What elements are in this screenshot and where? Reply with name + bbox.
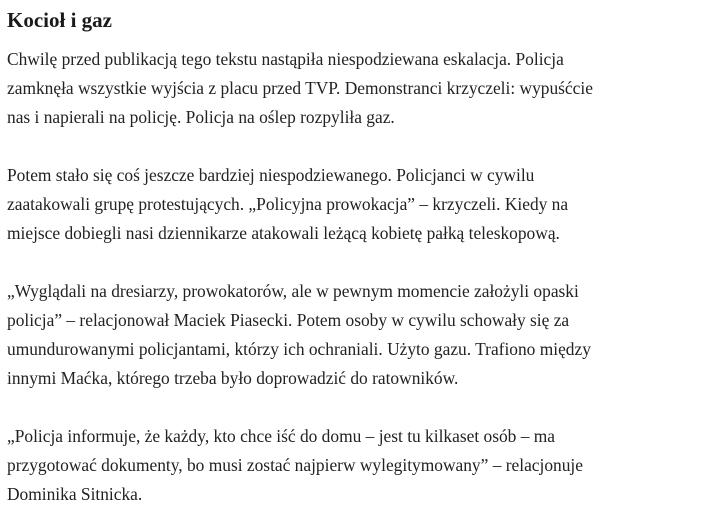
paragraph-line: innymi Maćka, którego trzeba było doprowadzić do ratowników. [7, 368, 459, 388]
paragraph-escalation [7, 45, 707, 132]
paragraph-line: przygotować dokumenty, bo musi zostać najpierw wylegitymowany” – relacjonuje [7, 455, 583, 475]
paragraph-line: zaatakowali grupę protestujących. „Policyjna prowokacja” – krzyczeli. Kiedy na [7, 194, 569, 214]
paragraph-line: Chwilę przed publikacją tego tekstu nastąpiła niespodziewana eskalacja. Policja [7, 49, 564, 69]
paragraph-line: umundurowanymi policjantami, którzy ich ochraniali. Użyto gazu. Trafiono między [7, 339, 591, 359]
paragraph-line: policja” – relacjonował Maciek Piasecki. Potem osoby w cywilu schowały się za [7, 310, 570, 330]
paragraph-piasecki-quote [7, 277, 707, 393]
paragraph-line: miejsce dobiegli nasi dziennikarze atakowali leżącą kobietę pałką teleskopową. [7, 223, 560, 243]
section-heading: Kocioł i gaz [7, 8, 112, 32]
article-section [7, 6, 707, 509]
paragraph-plainclothes-police [7, 161, 707, 248]
paragraph-line: Dominika Sitnicka. [7, 484, 143, 504]
paragraph-line: Potem stało się coś jeszcze bardziej niespodziewanego. Policjanci w cywilu [7, 165, 535, 185]
paragraph-line: nas i napierali na policję. Policja na oślep rozpyliła gaz. [7, 107, 395, 127]
paragraph-line: „Wyglądali na dresiarzy, prowokatorów, ale w pewnym momencie założyli opaski [7, 281, 579, 301]
paragraph-sitnicka-quote [7, 422, 707, 509]
paragraph-line: „Policja informuje, że każdy, kto chce iść do domu – jest tu kilkaset osób – ma [7, 426, 555, 446]
paragraph-line: zamknęła wszystkie wyjścia z placu przed TVP. Demonstranci krzyczeli: wypuśćcie [7, 78, 593, 98]
